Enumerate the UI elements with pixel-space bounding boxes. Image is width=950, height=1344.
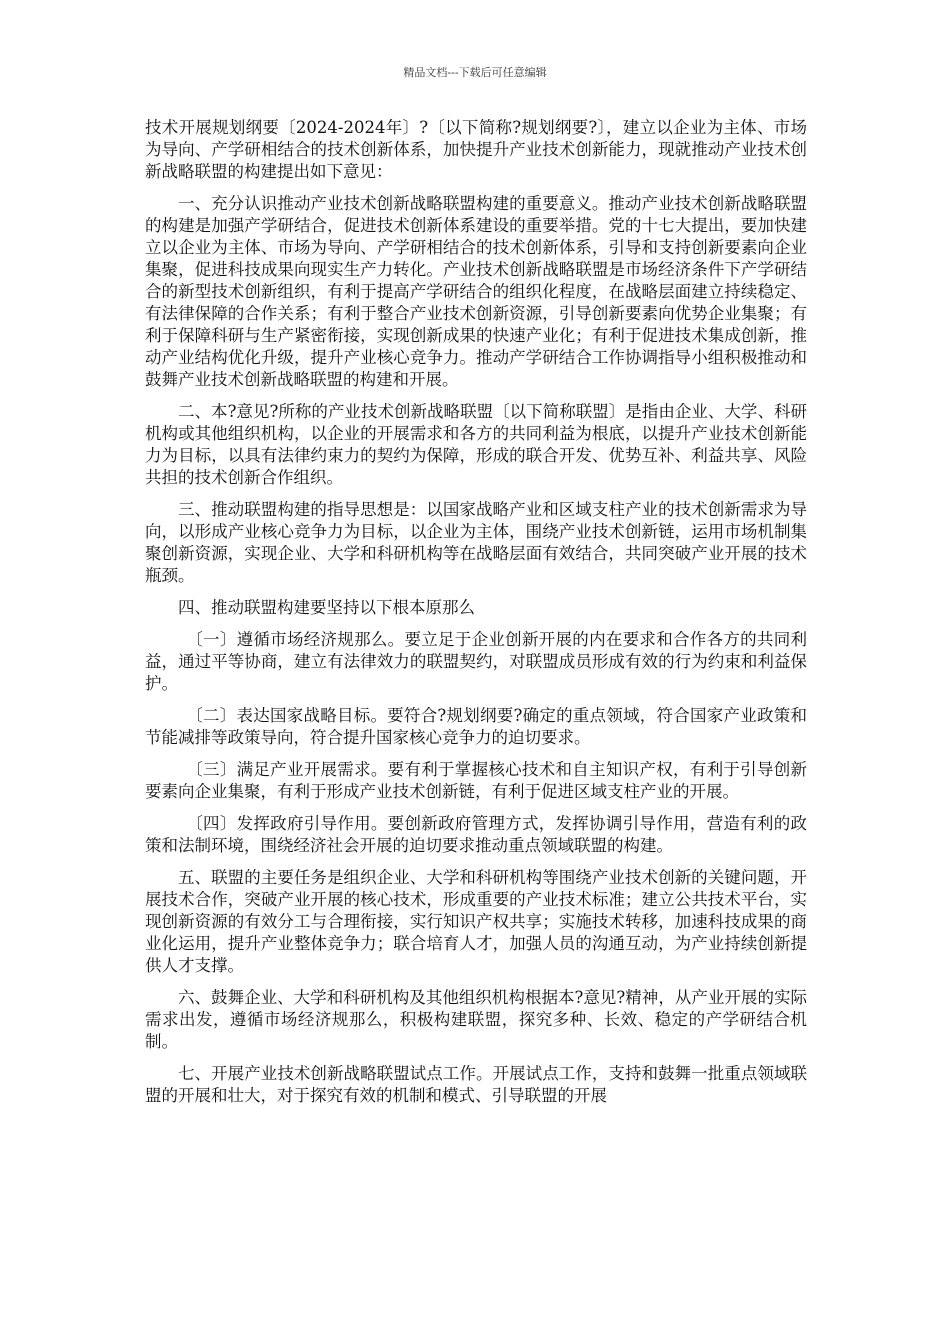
paragraph-section-4: 四、推动联盟构建要坚持以下根本原那么 (178, 598, 475, 617)
document-body (145, 117, 807, 1117)
paragraph-principle-1: 〔一〕遵循市场经济规那么。要立足于企业创新开展的内在要求和合作各方的共同利益，通过平等协商，建立有法律效力的联盟契约，对联盟成员形成有效的行为约束和利益保护。 (145, 630, 807, 693)
paragraph-section-2: 二、本?意见?所称的产业技术创新战略联盟〔以下简称联盟〕是指由企业、大学、科研机构或其他组织机构，以企业的开展需求和各方的共同利益为根底，以提升产业技术创新能力为目标，以具有法律约束力的契约为保障，形成的联合开发、优势互补、利益共享、风险共担的技术创新合作组织。 (145, 402, 807, 487)
page-header: 精品文档---下载后可任意编辑 (403, 66, 547, 79)
paragraph-principle-4: 〔四〕发挥政府引导作用。要创新政府管理方式，发挥协调引导作用，营造有利的政策和法制环境，围绕经济社会开展的迫切要求推动重点领域联盟的构建。 (145, 814, 807, 855)
paragraph-section-7: 七、开展产业技术创新战略联盟试点工作。开展试点工作，支持和鼓舞一批重点领域联盟的开展和壮大，对于探究有效的机制和模式、引导联盟的开展 (145, 1064, 807, 1105)
paragraph-section-1: 一、充分认识推动产业技术创新战略联盟构建的重要意义。推动产业技术创新战略联盟的构建是加强产学研结合，促进技术创新体系建设的重要举措。党的十七大提出，要加快建立以企业为主体、市场为导向、产学研相结合的技术创新体系，引导和支持创新要素向企业集聚，促进科技成果向现实生产力转化。产业技术创新战略联盟是市场经济条件下产学研结合的新型技术创新组织，有利于提高产学研结合的组织化程度，在战略层面建立持续稳定、有法律保障的合作关系；有利于整合产业技术创新资源，引导创新要素向优势企业集聚；有利于保障科研与生产紧密衔接，实现创新成果的快速产业化；有利于促进技术集成创新，推动产业结构优化升级，提升产业核心竞争力。推动产学研结合工作协调指导小组积极推动和鼓舞产业技术创新战略联盟的构建和开展。 (145, 194, 807, 389)
paragraph-section-5: 五、联盟的主要任务是组织企业、大学和科研机构等围绕产业技术创新的关键问题，开展技术合作，突破产业开展的核心技术，形成重要的产业技术标准；建立公共技术平台，实现创新资源的有效分工与合理衔接，实行知识产权共享；实施技术转移，加速科技成果的商业化运用，提升产业整体竞争力；联合培育人才，加强人员的沟通互动，为产业持续创新提供人才支撑。 (145, 868, 807, 975)
paragraph-principle-2: 〔二〕表达国家战略目标。要符合?规划纲要?确定的重点领域，符合国家产业政策和节能减排等政策导向，符合提升国家核心竞争力的迫切要求。 (145, 706, 807, 747)
paragraph-intro: 技术开展规划纲要〔2024-2024年〕?〔以下简称?规划纲要?〕，建立以企业为主体、市场为导向、产学研相结合的技术创新体系，加快提升产业技术创新能力，现就推动产业技术创新战略联盟的构建提出如下意见： (145, 118, 807, 181)
paragraph-principle-3: 〔三〕满足产业开展需求。要有利于掌握核心技术和自主知识产权，有利于引导创新要素向企业集聚，有利于形成产业技术创新链，有利于促进区域支柱产业的开展。 (145, 760, 807, 801)
paragraph-section-6: 六、鼓舞企业、大学和科研机构及其他组织机构根据本?意见?精神，从产业开展的实际需求出发，遵循市场经济规那么，积极构建联盟，探究多种、长效、稳定的产学研结合机制。 (145, 988, 807, 1051)
paragraph-section-3: 三、推动联盟构建的指导思想是：以国家战略产业和区域支柱产业的技术创新需求为导向，以形成产业核心竞争力为目标，以企业为主体，围绕产业技术创新链，运用市场机制集聚创新资源，实现企业、大学和科研机构等在战略层面有效结合，共同突破产业开展的技术瓶颈。 (145, 500, 807, 585)
